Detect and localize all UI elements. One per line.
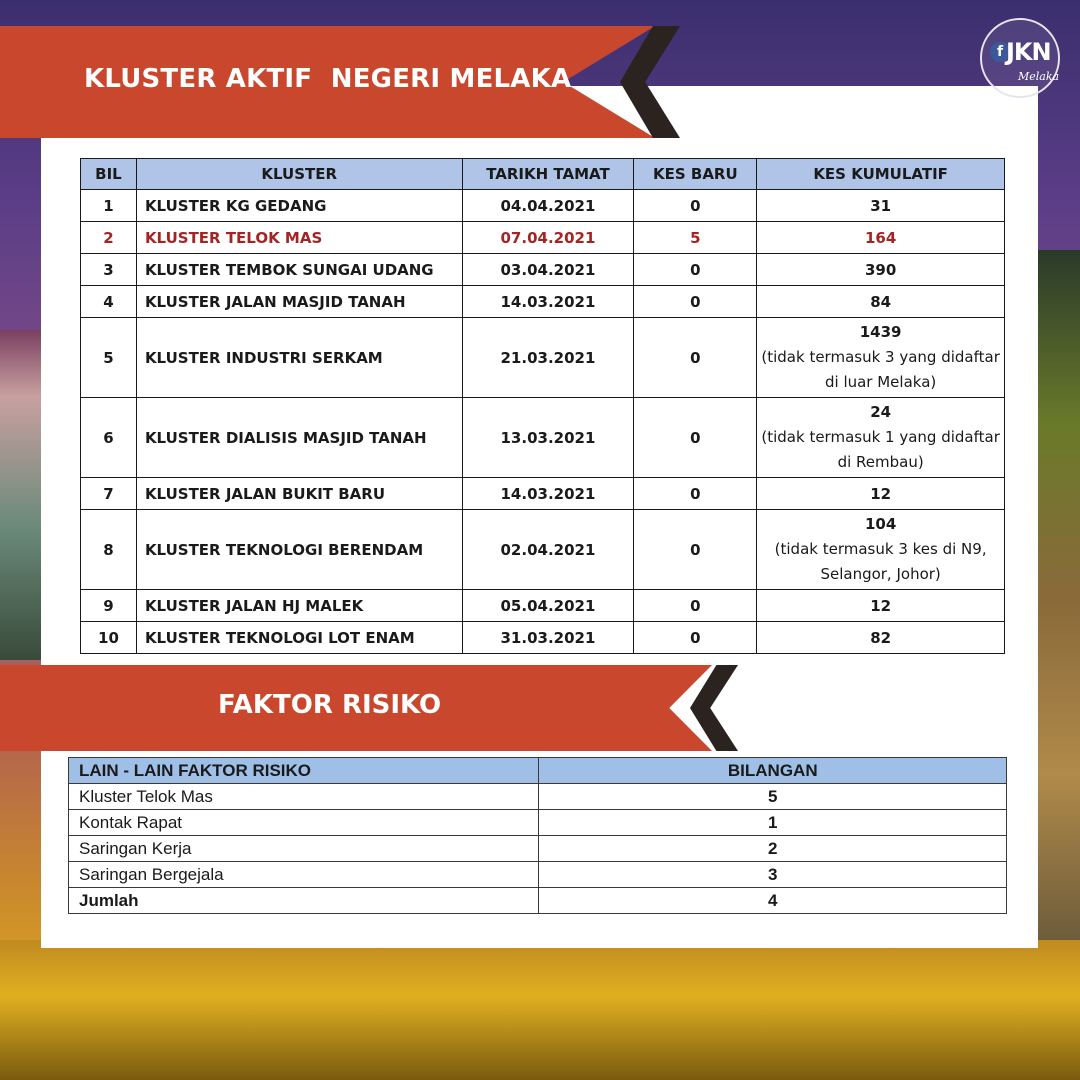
- risk-total-row: [69, 888, 1007, 914]
- cell-bil: 9: [81, 590, 137, 622]
- table-row: [81, 286, 1005, 318]
- cell-kes-baru: 5: [634, 222, 757, 254]
- cell-bil: 3: [81, 254, 137, 286]
- cell-bilangan: 5: [539, 784, 1007, 810]
- cell-kes-baru: 0: [634, 478, 757, 510]
- risk-title: FAKTOR RISIKO: [218, 690, 442, 720]
- cell-kluster: KLUSTER TEMBOK SUNGAI UDANG: [136, 254, 462, 286]
- cell-tarikh-tamat: 02.04.2021: [462, 510, 634, 590]
- cell-kes-kumulatif: [757, 398, 1005, 478]
- jkn-melaka-logo: [980, 18, 1060, 98]
- cell-kes-kumulatif: 84: [757, 286, 1005, 318]
- cell-faktor: Saringan Kerja: [69, 836, 539, 862]
- cell-bil: 5: [81, 318, 137, 398]
- cell-kes-baru: 0: [634, 398, 757, 478]
- cell-faktor: Kontak Rapat: [69, 810, 539, 836]
- cell-bil: 8: [81, 510, 137, 590]
- cell-kes-kumulatif: 12: [757, 590, 1005, 622]
- cell-kes-baru: 0: [634, 286, 757, 318]
- cell-tarikh-tamat: 31.03.2021: [462, 622, 634, 654]
- facebook-icon: f: [990, 42, 1010, 62]
- cell-kes-baru: 0: [634, 622, 757, 654]
- cell-kes-kumulatif: [757, 510, 1005, 590]
- background-right-building: [1038, 250, 1080, 950]
- risk-row: [69, 862, 1007, 888]
- risk-table-header: [69, 758, 1007, 784]
- cell-faktor: Kluster Telok Mas: [69, 784, 539, 810]
- cell-kes-kumulatif: 12: [757, 478, 1005, 510]
- cell-kluster: KLUSTER TELOK MAS: [136, 222, 462, 254]
- page-title: KLUSTER AKTIF NEGERI MELAKA: [84, 64, 572, 94]
- cell-kes-baru: 0: [634, 254, 757, 286]
- risk-table: [68, 757, 1007, 914]
- cell-bilangan: 1: [539, 810, 1007, 836]
- cell-bilangan: 2: [539, 836, 1007, 862]
- cell-kes-kumulatif: 390: [757, 254, 1005, 286]
- cell-kes-kumulatif: 164: [757, 222, 1005, 254]
- logo-subtitle: Melaka: [1018, 70, 1060, 83]
- cell-bil: 10: [81, 622, 137, 654]
- cell-kluster: KLUSTER TEKNOLOGI LOT ENAM: [136, 622, 462, 654]
- cell-kes-kumulatif: 31: [757, 190, 1005, 222]
- cell-bilangan: 3: [539, 862, 1007, 888]
- cell-kes-baru: 0: [634, 590, 757, 622]
- kumulatif-value: 1439: [859, 323, 902, 341]
- header-faktor: LAIN - LAIN FAKTOR RISIKO: [69, 758, 539, 784]
- cell-kluster: KLUSTER KG GEDANG: [136, 190, 462, 222]
- risk-row: [69, 836, 1007, 862]
- background-water: [0, 940, 1080, 1080]
- cell-faktor: Saringan Bergejala: [69, 862, 539, 888]
- kumulatif-note: (tidak termasuk 3 kes di N9, Selangor, Johor): [774, 540, 987, 583]
- cell-bil: 1: [81, 190, 137, 222]
- cell-kes-baru: 0: [634, 510, 757, 590]
- cell-kluster: KLUSTER TEKNOLOGI BERENDAM: [136, 510, 462, 590]
- kumulatif-note: (tidak termasuk 1 yang didaftar di Rembau): [761, 428, 1000, 471]
- background-left-building: [0, 330, 42, 660]
- cell-kluster: KLUSTER INDUSTRI SERKAM: [136, 318, 462, 398]
- table-row: [81, 398, 1005, 478]
- table-row: [81, 254, 1005, 286]
- table-row: [81, 318, 1005, 398]
- table-row: [81, 510, 1005, 590]
- kumulatif-value: 104: [864, 515, 897, 533]
- cell-kes-kumulatif: 82: [757, 622, 1005, 654]
- header-kluster: KLUSTER: [136, 159, 462, 190]
- cell-tarikh-tamat: 21.03.2021: [462, 318, 634, 398]
- table-row: [81, 190, 1005, 222]
- cell-tarikh-tamat: 05.04.2021: [462, 590, 634, 622]
- cell-bil: 4: [81, 286, 137, 318]
- cell-kes-kumulatif: [757, 318, 1005, 398]
- cluster-table-header: [81, 159, 1005, 190]
- cell-tarikh-tamat: 14.03.2021: [462, 478, 634, 510]
- kumulatif-note: (tidak termasuk 3 yang didaftar di luar Melaka): [761, 348, 1000, 391]
- cell-kluster: KLUSTER JALAN HJ MALEK: [136, 590, 462, 622]
- table-row: [81, 222, 1005, 254]
- header-bilangan: BILANGAN: [539, 758, 1007, 784]
- cell-tarikh-tamat: 07.04.2021: [462, 222, 634, 254]
- cell-bil: 6: [81, 398, 137, 478]
- table-row: [81, 590, 1005, 622]
- header-bil: BIL: [81, 159, 137, 190]
- header-tarikh-tamat: TARIKH TAMAT: [462, 159, 634, 190]
- table-row: [81, 478, 1005, 510]
- cell-tarikh-tamat: 14.03.2021: [462, 286, 634, 318]
- header-kes-kumulatif: KES KUMULATIF: [757, 159, 1005, 190]
- risk-row: [69, 784, 1007, 810]
- cell-tarikh-tamat: 03.04.2021: [462, 254, 634, 286]
- risk-row: [69, 810, 1007, 836]
- kumulatif-value: 24: [870, 403, 892, 421]
- cell-kluster: KLUSTER JALAN MASJID TANAH: [136, 286, 462, 318]
- cell-kluster: KLUSTER DIALISIS MASJID TANAH: [136, 398, 462, 478]
- table-row: [81, 622, 1005, 654]
- cell-bil: 7: [81, 478, 137, 510]
- cell-bil: 2: [81, 222, 137, 254]
- total-label: Jumlah: [69, 888, 539, 914]
- logo-text: JKN: [1006, 38, 1051, 66]
- cell-tarikh-tamat: 04.04.2021: [462, 190, 634, 222]
- cell-kes-baru: 0: [634, 190, 757, 222]
- cell-kluster: KLUSTER JALAN BUKIT BARU: [136, 478, 462, 510]
- header-kes-baru: KES BARU: [634, 159, 757, 190]
- cluster-table: [80, 158, 1005, 654]
- total-value: 4: [539, 888, 1007, 914]
- cell-tarikh-tamat: 13.03.2021: [462, 398, 634, 478]
- cell-kes-baru: 0: [634, 318, 757, 398]
